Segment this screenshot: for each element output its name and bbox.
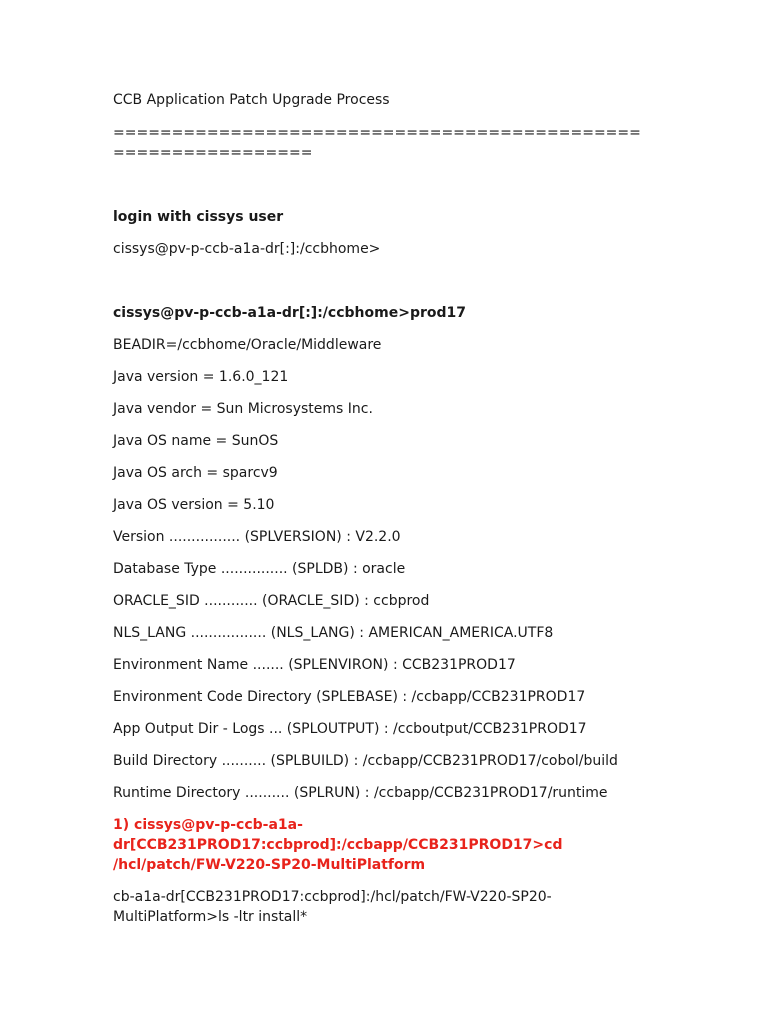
env-line: Java OS name = SunOS bbox=[113, 433, 279, 449]
shell-prompt: cissys@pv-p-ccb-a1a-dr[:]:/ccbhome> bbox=[113, 241, 381, 257]
step-1-line: /hcl/patch/FW-V220-SP20-MultiPlatform bbox=[113, 857, 426, 873]
env-line: Environment Code Directory (SPLEBASE) : /ccbapp/CCB231PROD17 bbox=[113, 689, 586, 705]
env-line: Version ................ (SPLVERSION) : V2.2.0 bbox=[113, 529, 401, 545]
step-1-line: 1) cissys@pv-p-ccb-a1a- bbox=[113, 817, 303, 833]
step-1-output-line: cb-a1a-dr[CCB231PROD17:ccbprod]:/hcl/patch/FW-V220-SP20- bbox=[113, 889, 552, 905]
step-1-line: dr[CCB231PROD17:ccbprod]:/ccbapp/CCB231PROD17>cd bbox=[113, 837, 563, 853]
env-line: Runtime Directory .......... (SPLRUN) : /ccbapp/CCB231PROD17/runtime bbox=[113, 785, 608, 801]
env-line: Java version = 1.6.0_121 bbox=[113, 369, 289, 385]
env-line: Java vendor = Sun Microsystems Inc. bbox=[113, 401, 373, 417]
separator-line-1: ============================================= bbox=[113, 125, 641, 141]
env-line: Build Directory .......... (SPLBUILD) : /ccbapp/CCB231PROD17/cobol/build bbox=[113, 753, 618, 769]
shell-prompt-command: cissys@pv-p-ccb-a1a-dr[:]:/ccbhome>prod17 bbox=[113, 305, 466, 321]
document-content bbox=[113, 90, 673, 927]
env-line: NLS_LANG ................. (NLS_LANG) : AMERICAN_AMERICA.UTF8 bbox=[113, 625, 554, 641]
login-heading: login with cissys user bbox=[113, 209, 284, 225]
step-1-command bbox=[113, 815, 673, 875]
env-line: ORACLE_SID ............ (ORACLE_SID) : ccbprod bbox=[113, 593, 430, 609]
separator-line-2: ================= bbox=[113, 145, 313, 161]
env-line: BEADIR=/ccbhome/Oracle/Middleware bbox=[113, 337, 382, 353]
env-line: Environment Name ....... (SPLENVIRON) : CCB231PROD17 bbox=[113, 657, 516, 673]
env-line: Java OS arch = sparcv9 bbox=[113, 465, 278, 481]
env-line: App Output Dir - Logs ... (SPLOUTPUT) : /ccboutput/CCB231PROD17 bbox=[113, 721, 587, 737]
step-1-output-line: MultiPlatform>ls -ltr install* bbox=[113, 909, 308, 925]
environment-output bbox=[113, 335, 673, 803]
step-1-output bbox=[113, 887, 673, 927]
env-line: Java OS version = 5.10 bbox=[113, 497, 275, 513]
env-line: Database Type ............... (SPLDB) : oracle bbox=[113, 561, 406, 577]
document-title: CCB Application Patch Upgrade Process bbox=[113, 92, 390, 108]
